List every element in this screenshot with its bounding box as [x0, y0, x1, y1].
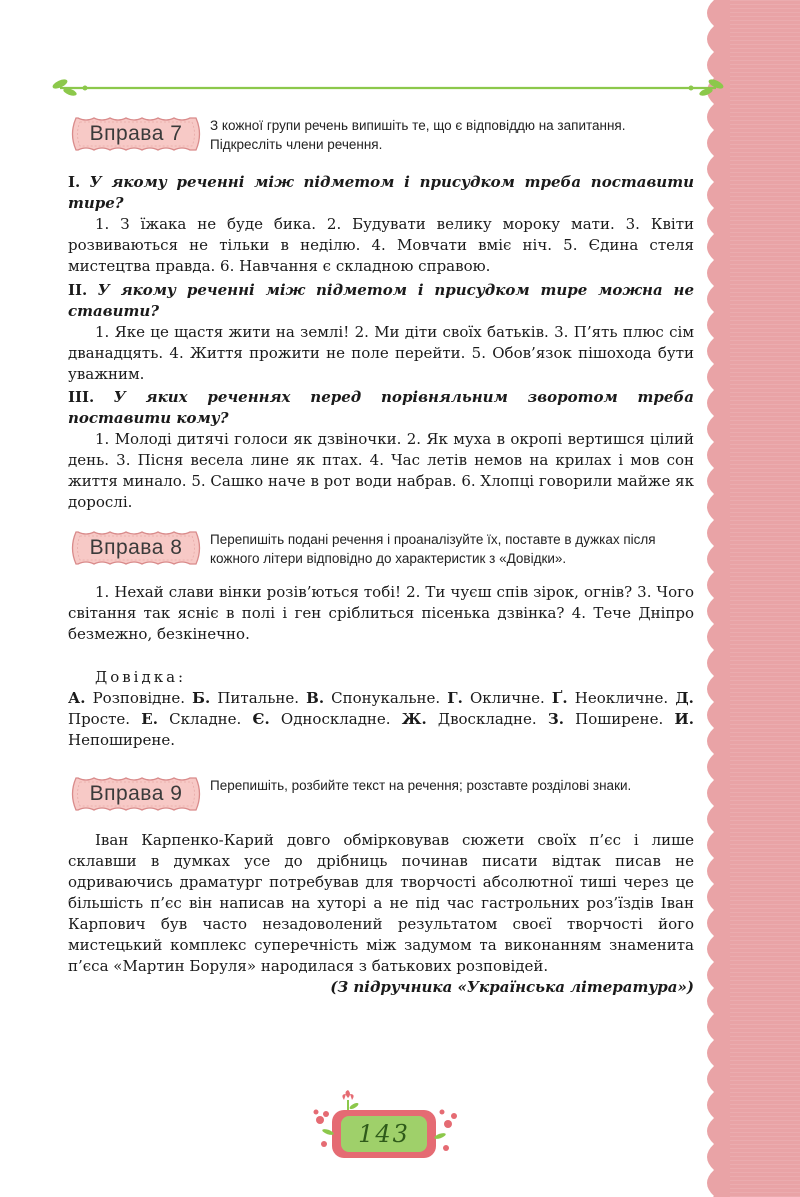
- group-1-sentences: 1. З їжака не буде бика. 2. Будувати велику мороку мати. 3. Квіти розвиваються не тільки в неділю. 4. Мовчати вміє ніч. 5. Єдина стеля мистецтва правда. 6. Навчання є складною справою.: [68, 215, 694, 275]
- group-3-sentences: 1. Молоді дитячі голоси як дзвіночки. 2. Як муха в окропі вертишся цілий день. 3. Пісня весела лине як птах. 4. Час летів немов на крилах і мов сон життя минало. 5. Сашко наче в рот води набрав. 6. Хлопці говорили майже як дорослі.: [68, 430, 695, 511]
- exercise-7-badge: [68, 116, 204, 152]
- exercise-8-reference: [68, 667, 694, 751]
- ref-term: Питальне.: [217, 689, 300, 707]
- exercise-8-badge: [68, 530, 204, 566]
- exercise-7-group-2: [68, 280, 694, 385]
- exercise-7-badge-label: Вправа 7: [89, 122, 183, 145]
- group-2-sentences: 1. Яке це щастя жити на землі! 2. Ми діти своїх батьків. 3. П’ять плюс сім дванадцять. 4. Життя прожити не поле перейти. 5. Обов’язок пішохода бути уважним.: [68, 323, 694, 383]
- scalloped-border-edge: [700, 0, 730, 1197]
- ref-letter: Є.: [252, 710, 270, 728]
- ref-term: Спонукальне.: [331, 689, 441, 707]
- group-1-roman: I.: [68, 173, 81, 191]
- exercise-8-instruction: Перепишіть подані речення і проаналізуйте їх, поставте в дужках після кожного літери відповідно до характеристик з «Довідки».: [210, 532, 656, 566]
- exercise-7-header: [68, 116, 708, 160]
- exercise-7-group-1: [68, 172, 694, 277]
- group-3-roman: III.: [68, 388, 95, 406]
- exercise-8-header: [68, 530, 708, 574]
- ref-term: Двоскладне.: [437, 710, 537, 728]
- ref-term: Поширене.: [575, 710, 664, 728]
- exercise-9-instruction: Перепишіть, розбийте текст на речення; розставте розділові знаки.: [210, 778, 632, 793]
- ref-term: Просте.: [68, 710, 131, 728]
- decorative-side-border: [718, 0, 800, 1197]
- exercise-8-sentences-block: [68, 582, 694, 645]
- exercise-9-source: (З підручника «Українська література»): [330, 978, 694, 996]
- ref-term: Односкладне.: [280, 710, 391, 728]
- group-2-question: У якому реченні між підметом і присудком тире можна не ставити?: [68, 281, 694, 320]
- ref-letter: В.: [306, 689, 325, 707]
- exercise-7-group-3: [68, 387, 694, 513]
- ref-letter: Б.: [192, 689, 211, 707]
- exercise-7-instruction: З кожної групи речень випишіть те, що є відповіддю на запитання. Підкресліть члени речення.: [210, 118, 626, 152]
- ref-term: Розповідне.: [92, 689, 186, 707]
- reference-list: [68, 688, 694, 751]
- ref-term: Непоширене.: [68, 731, 176, 749]
- exercise-9-header: [68, 776, 708, 820]
- ref-letter: И.: [674, 710, 694, 728]
- exercise-9-text-block: [68, 830, 694, 998]
- reference-title: Довідка:: [95, 668, 187, 686]
- page-number-plate: [310, 1090, 460, 1170]
- exercise-9-badge-label: Вправа 9: [89, 782, 183, 805]
- ref-letter: Г.: [447, 689, 463, 707]
- ref-letter: Ґ.: [551, 689, 568, 707]
- ref-term: Окличне.: [470, 689, 545, 707]
- group-2-roman: II.: [68, 281, 88, 299]
- page-number: 143: [358, 1120, 410, 1148]
- ref-letter: Ж.: [401, 710, 427, 728]
- ref-term: Неокличне.: [574, 689, 669, 707]
- exercise-8-sentences: 1. Нехай слави вінки розів’ються тобі! 2. Ти чуєш спів зірок, огнів? 3. Чого світання так ясніє в полі і ген сріблиться пісенька дзвінка? 4. Тече Дніпро безмежно, безкінечно.: [68, 583, 694, 643]
- ref-term: Складне.: [169, 710, 242, 728]
- exercise-9-badge: [68, 776, 204, 812]
- ref-letter: А.: [68, 689, 86, 707]
- group-1-question: У якому реченні між підметом і присудком треба поставити тире?: [68, 173, 694, 212]
- exercise-8-badge-label: Вправа 8: [89, 536, 183, 559]
- ref-letter: Д.: [675, 689, 694, 707]
- top-vine-divider: [0, 0, 740, 110]
- ref-letter: З.: [547, 710, 564, 728]
- group-3-question: У яких реченнях перед порівняльним зворотом треба поставити кому?: [68, 388, 694, 427]
- exercise-9-text: Іван Карпенко-Карий довго обмірковував сюжети своїх п’єс і лише склавши в думках усе до дрібниць починав писати відтак писав не одриваючись драматург потребував для творчості абсолютної тиші через це більшість п’єс він написав на хуторі а не під час гастрольних роз’їздів Іван Карпович був часто незадоволений результатом своєї творчості його мистецький комплекс суперечність між задумом та виконанням знаменита п’єса «Мартин Боруля» народилася з батькових розповідей.: [68, 831, 694, 975]
- ref-letter: Е.: [141, 710, 158, 728]
